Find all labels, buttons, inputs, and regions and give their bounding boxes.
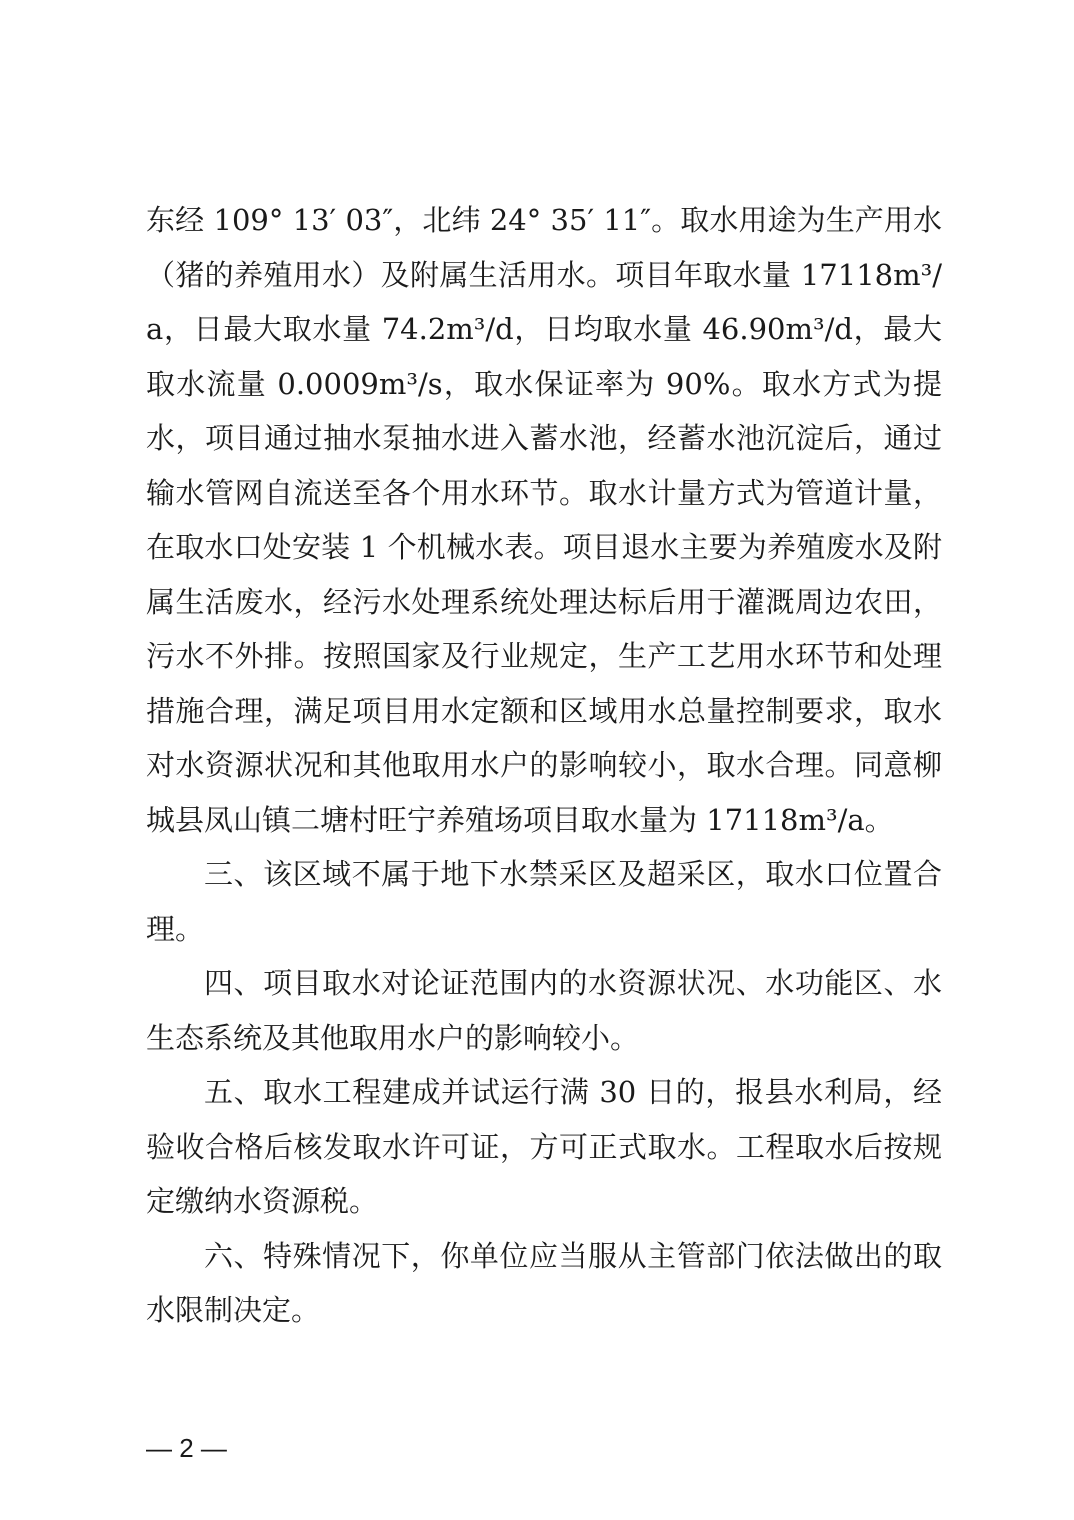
page-number: — 2 — xyxy=(146,1433,227,1463)
paragraph-item-3: 三、该区域不属于地下水禁采区及超采区，取水口位置合理。 xyxy=(146,857,942,946)
paragraph-item-4: 四、项目取水对论证范围内的水资源状况、水功能区、水生态系统及其他取用水户的影响较小。 xyxy=(146,966,942,1055)
paragraph-item-6: 六、特殊情况下，你单位应当服从主管部门依法做出的取水限制决定。 xyxy=(146,1238,942,1327)
paragraph-item-5: 五、取水工程建成并试运行满 30 日的，报县水利局，经验收合格后核发取水许可证，方可正式取水。工程取水后按规定缴纳水资源税。 xyxy=(146,1075,942,1218)
document-body xyxy=(146,193,942,1338)
paragraph-continuation: 东经 109° 13′ 03″，北纬 24° 35′ 11″。取水用途为生产用水（猪的养殖用水）及附属生活用水。项目年取水量 17118m³/a，日最大取水量 74.2m³/d，日均取水量 46.90m³/d，最大取水流量 0.0009m³/s，取水保证率为 90%。取水方式为提水，项目通过抽水泵抽水进入蓄水池，经蓄水池沉淀后，通过输水管网自流送至各个用水环节。取水计量方式为管道计量，在取水口处安装 1 个机械水表。项目退水主要为养殖废水及附属生活废水，经污水处理系统处理达标后用于灌溉周边农田，污水不外排。按照国家及行业规定，生产工艺用水环节和处理措施合理，满足项目用水定额和区域用水总量控制要求，取水对水资源状况和其他取用水户的影响较小，取水合理。同意柳城县凤山镇二塘村旺宁养殖场项目取水量为 17118m³/a。 xyxy=(146,203,942,837)
